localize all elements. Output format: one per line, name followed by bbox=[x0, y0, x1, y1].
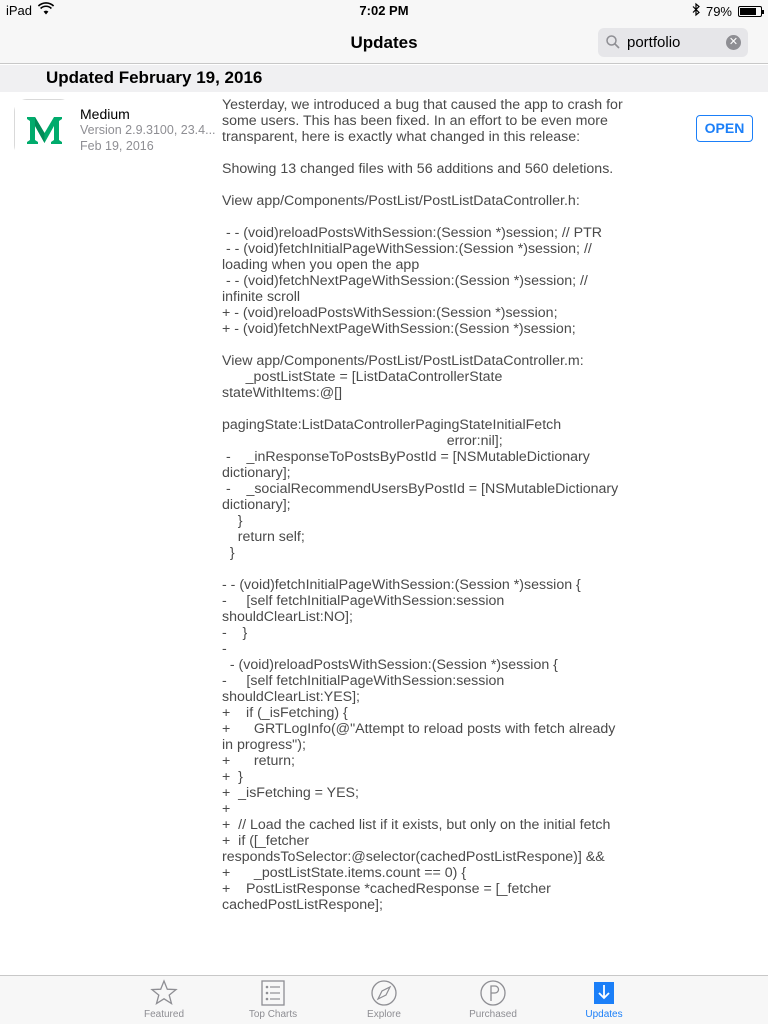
search-input[interactable]: portfolio bbox=[627, 34, 681, 51]
updates-icon bbox=[590, 979, 618, 1007]
tab-label: Updates bbox=[585, 1009, 623, 1020]
tab-label: Purchased bbox=[469, 1009, 517, 1020]
open-button[interactable]: OPEN bbox=[696, 115, 753, 142]
compass-icon bbox=[370, 979, 398, 1007]
section-title: Updated February 19, 2016 bbox=[46, 68, 263, 87]
tab-purchased[interactable] bbox=[438, 976, 548, 1025]
tab-explore[interactable] bbox=[329, 976, 439, 1025]
search-icon bbox=[606, 35, 620, 54]
tab-label: Top Charts bbox=[248, 1009, 298, 1020]
release-notes: Yesterday, we introduced a bug that caused the app to crash for some users. This has been fixed. In an effort to be even more transparent, here is exactly what changed in this release: Showing 13 changed files with 56 additions and 560 deletions. View app/Components/PostList/PostListDataController.h: - - (void)reloadPostsWithSession:(Session *)session; // PTR - - (void)fetchInitialPageWithSession:(Session *)session; // loading when you open the app - - (void)fetchNextPageWithSession:(Session *)session; // infinite scroll + - (void)reloadPostsWithSession:(Session *)session; + - (void)fetchNextPageWithSession:(Session *)session; View app/Components/PostList/PostListDataController.m: _postListState = [ListDataControllerState stateWithItems:@[] pagingState:ListDataControllerPagingStateInitialFetch error:nil]; - _inResponseToPostsByPostId = [NSMutableDictionary dictionary]; - _socialRecommendUsersByPostId = [NSMutableDictionary dictionary]; } return self; } - - (void)fetchInitialPageWithSession:(Session *)session { - [self fetchInitialPageWithSession:session shouldClearList:NO]; - } - - (void)reloadPostsWithSession:(Session *)session { - [self fetchInitialPageWithSession:session shouldClearList:YES]; + if (_isFetching) { + GRTLogInfo(@"Attempt to reload posts with fetch already in progress"); + return; + } + _isFetching = YES; + + // Load the cached list if it exists, but only on the initial fetch + if ([_fetcher respondsToSelector:@selector(cachedPostListRespone)] && + _postListState.items.count == 0) { + PostListResponse *cachedResponse = [_fetcher cachedPostListRespone]; bbox=[222, 97, 623, 913]
tab-label: Explore bbox=[367, 1009, 401, 1020]
purchased-icon bbox=[479, 979, 507, 1007]
navigation-bar bbox=[0, 22, 768, 64]
app-date: Feb 19, 2016 bbox=[80, 139, 154, 153]
star-icon bbox=[150, 979, 178, 1007]
tab-updates[interactable] bbox=[549, 976, 659, 1025]
tab-label: Featured bbox=[143, 1009, 185, 1020]
medium-logo-icon[interactable] bbox=[14, 99, 73, 158]
status-time: 7:02 PM bbox=[359, 3, 409, 18]
tab-featured[interactable] bbox=[109, 976, 219, 1025]
bluetooth-icon bbox=[692, 3, 700, 19]
tab-top-charts[interactable] bbox=[218, 976, 328, 1025]
section-header bbox=[0, 65, 768, 92]
app-version: Version 2.9.3100, 23.4... bbox=[80, 123, 216, 137]
device-label: iPad bbox=[6, 3, 33, 18]
clear-icon[interactable]: ✕ bbox=[726, 35, 741, 50]
battery-fill bbox=[740, 8, 756, 15]
list-icon bbox=[259, 979, 287, 1007]
battery-percent: 79% bbox=[705, 3, 732, 19]
tab-bar bbox=[0, 975, 768, 1024]
page-title: Updates bbox=[350, 33, 418, 52]
app-name[interactable]: Medium bbox=[80, 106, 130, 122]
battery-icon bbox=[738, 6, 762, 17]
status-bar bbox=[0, 0, 768, 22]
search-field[interactable] bbox=[598, 28, 748, 57]
